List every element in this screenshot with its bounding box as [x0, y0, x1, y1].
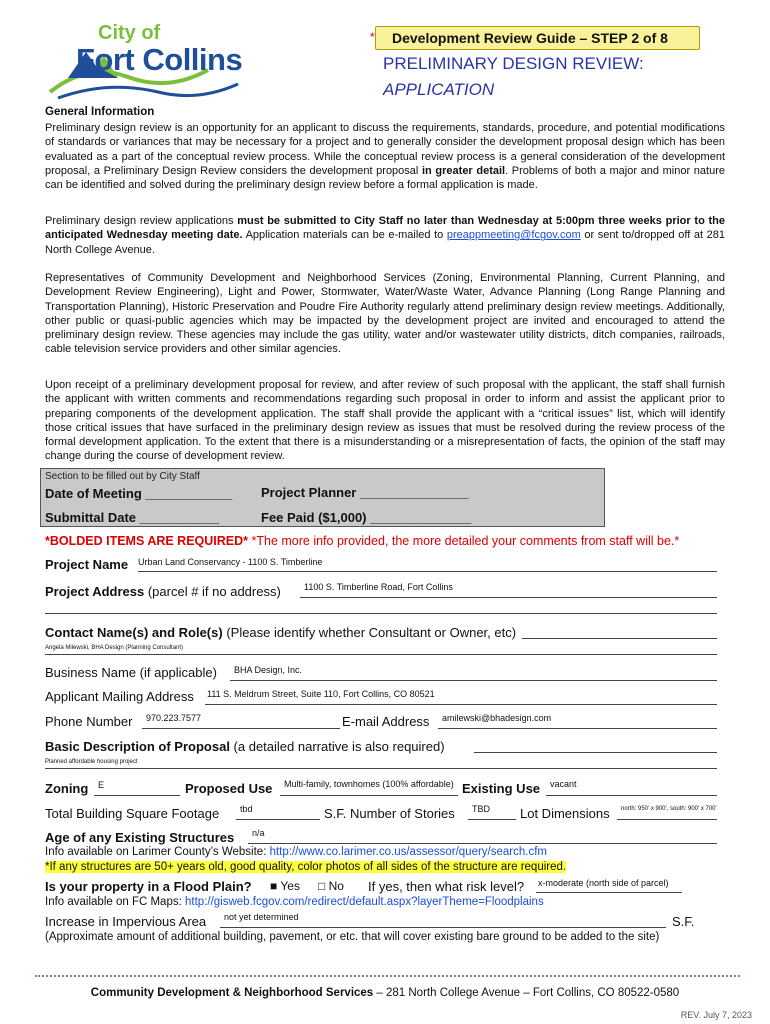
existing-use-row: Existing Use: [462, 781, 541, 796]
section-heading: General Information: [45, 106, 155, 118]
email-value[interactable]: amilewski@bhadesign.com: [442, 713, 552, 723]
phone-row: Phone Number: [45, 714, 133, 729]
logo-fort-collins: Fort Collins: [76, 42, 243, 77]
business-name-line: [230, 680, 717, 681]
lot-dimensions-line: [617, 819, 717, 820]
email-row: E-mail Address: [342, 714, 430, 729]
zoning-value[interactable]: E: [98, 780, 105, 790]
project-name-value[interactable]: Urban Land Conservancy - 1100 S. Timberline: [138, 557, 323, 567]
flood-plain-row: Is your property in a Flood Plain?: [45, 879, 252, 894]
paragraph-intro: Preliminary design review is an opportunity for an applicant to discuss the requirements, standards, procedure, and potential modifications of standards or variances that may be necessary for a project and to generally consider the development proposal design which has been evaluated as a part of the conceptual review process. While the conceptual review process is a general consideration of the development proposal, a Preliminary Design Review considers the development proposal in greater detail. Problems of both a major and minor nature can be identified and solved during the preliminary design review before a formal application is made.: [45, 122, 725, 192]
city-logo: [48, 22, 278, 104]
impervious-value[interactable]: not yet determined: [224, 912, 299, 922]
guide-step-banner: Development Review Guide – STEP 2 of 8: [375, 26, 700, 50]
page-subtitle: APPLICATION: [383, 80, 495, 99]
email-line: [438, 728, 717, 729]
fc-maps-link[interactable]: http://gisweb.fcgov.com/redirect/default.aspx?layerTheme=Floodplains: [185, 896, 544, 908]
logo-city-of: City of: [98, 22, 161, 44]
proposed-use-row: Proposed Use: [185, 781, 273, 796]
footer-address: Community Development & Neighborhood Services – 281 North College Avenue – Fort Collins, CO 80522-0580: [90, 987, 680, 999]
impervious-unit: S.F.: [672, 914, 695, 929]
stories-row: S.F. Number of Stories: [324, 806, 455, 821]
impervious-note: (Approximate amount of additional building, pavement, or etc. that will cover existing bare ground to be added to the site): [45, 931, 660, 943]
age-structures-line: [248, 843, 717, 844]
flood-no-checkbox[interactable]: □: [318, 879, 326, 893]
flood-yes-checkbox[interactable]: ■: [270, 879, 278, 893]
email-link[interactable]: preappmeeting@fcgov.com: [446, 229, 581, 242]
flood-risk-value[interactable]: x-moderate (north side of parcel): [538, 878, 669, 888]
mailing-address-row: Applicant Mailing Address: [45, 689, 194, 704]
flood-no-option[interactable]: □ No: [318, 879, 344, 893]
meeting-date-field[interactable]: Date of Meeting ____________: [45, 486, 233, 501]
zoning-line: [94, 795, 180, 796]
paragraph-representatives: Representatives of Community Development and Neighborhood Services (Zoning, Environmental Planning, Current Planning, and Development Review Engineering), Light and Power, Stormwater, Water/Waste Water, Advance Planning (Long Range Planning and Transportation Planning), Historic Preservation and Poudre Fire Authority regularly attend preliminary design review meetings. Additionally, other public or quasi-public agencies which may be impacted by the development project are invited and encouraged to attend the preliminary design review. These agencies may include the gas utility, water and/or wastewater utility districts, ditch companies, railroads, cable television service providers and other similar agencies.: [45, 272, 725, 356]
square-footage-line: [236, 819, 320, 820]
square-footage-row: Total Building Square Footage: [45, 806, 220, 821]
existing-use-line: [546, 795, 717, 796]
paragraph-review: Upon receipt of a preliminary development proposal for review, and after review of such proposal with the applicant, the staff shall furnish the applicant with written comments and recommendations regarding such proposal in order to inform and assist the applicant prior to preparing components of the development application. The staff shall provide the applicant with a “critical issues” list, which will identify those critical issues that have surfaced in the preliminary design review as issues that must be resolved during the review process of the formal development application. To the extent that there is a misunderstanding or a misrepresentation of facts, the opinion of the staff may change during the course of development review.: [45, 379, 725, 463]
paragraph-deadline: Preliminary design review applications must be submitted to City Staff no later than Wednesday at 5:00pm three weeks prior to the anticipated Wednesday meeting date. Application materials can be e-mailed to preappmeeting@fcgov.com or sent to/dropped off at 281 North College Avenue.: [45, 215, 726, 256]
business-name-value[interactable]: BHA Design, Inc.: [234, 665, 303, 675]
contact-row: Contact Name(s) and Role(s) (Please identify whether Consultant or Owner, etc): [45, 625, 517, 640]
fc-maps-info: Info available on FC Maps: http://gisweb.fcgov.com/redirect/default.aspx?layerTheme=Floodplains: [45, 896, 544, 908]
flood-risk-row: If yes, then what risk level?: [368, 879, 525, 894]
description-row: Basic Description of Proposal (a detailed narrative is also required): [45, 739, 445, 754]
description-line-2: [45, 768, 717, 769]
contact-value[interactable]: Angela Milewski, BHA Design (Planning Consultant): [45, 645, 184, 651]
square-footage-value[interactable]: tbd: [240, 804, 253, 814]
existing-use-value[interactable]: vacant: [550, 779, 577, 789]
zoning-row: Zoning: [45, 781, 89, 796]
mailing-address-line: [205, 704, 717, 705]
revision-date: REV. July 7, 2023: [680, 1010, 752, 1020]
phone-line: [142, 728, 340, 729]
age-structures-value[interactable]: n/a: [252, 828, 265, 838]
impervious-line: [220, 927, 666, 928]
stories-line: [468, 819, 516, 820]
impervious-row: Increase in Impervious Area: [45, 914, 207, 929]
project-address-row: Project Address (parcel # if no address): [45, 584, 281, 599]
lot-dimensions-row: Lot Dimensions: [520, 806, 610, 821]
project-planner-field[interactable]: Project Planner _______________: [261, 485, 469, 500]
staff-caption: Section to be filled out by City Staff: [45, 471, 200, 482]
description-line: [474, 752, 717, 753]
larimer-link[interactable]: http://www.co.larimer.co.us/assessor/query/search.cfm: [269, 846, 547, 858]
proposed-use-value[interactable]: Multi-family, townhomes (100% affordable): [284, 779, 454, 789]
marker-star: *: [370, 30, 375, 44]
lot-dimensions-value[interactable]: north: 950' x 900', south: 900' x 700': [621, 806, 717, 812]
photos-requirement-note: *If any structures are 50+ years old, good quality, color photos of all sides of the structure are required.: [45, 861, 567, 873]
fee-paid-field[interactable]: Fee Paid ($1,000) ______________: [261, 510, 472, 525]
submittal-date-field[interactable]: Submittal Date ___________: [45, 510, 220, 525]
age-structures-row: Age of any Existing Structures: [45, 830, 235, 845]
footer-divider: [35, 975, 740, 977]
page-title: PRELIMINARY DESIGN REVIEW:: [383, 54, 644, 73]
business-name-row: Business Name (if applicable): [45, 665, 217, 680]
project-address-line: [300, 597, 717, 598]
contact-line-2: [45, 654, 717, 655]
project-address-value[interactable]: 1100 S. Timberline Road, Fort Collins: [304, 582, 453, 592]
description-value[interactable]: Planned affordable housing project: [45, 759, 138, 765]
mailing-address-value[interactable]: 111 S. Meldrum Street, Suite 110, Fort Collins, CO 80521: [207, 689, 435, 699]
proposed-use-line: [280, 795, 458, 796]
flood-yes-option[interactable]: ■ Yes: [270, 879, 300, 893]
larimer-info: Info available on Larimer County’s Website: http://www.co.larimer.co.us/assessor/query/search.cfm: [45, 846, 547, 858]
contact-line: [522, 638, 717, 639]
stories-value[interactable]: TBD: [472, 804, 490, 814]
flood-risk-line: [536, 892, 682, 893]
project-name-row: Project Name: [45, 557, 129, 572]
required-note: *BOLDED ITEMS ARE REQUIRED* *The more info provided, the more detailed your comments from staff will be.*: [45, 534, 680, 548]
project-name-line: [138, 571, 717, 572]
phone-value[interactable]: 970.223.7577: [146, 713, 202, 723]
project-address-line-2: [45, 613, 717, 614]
